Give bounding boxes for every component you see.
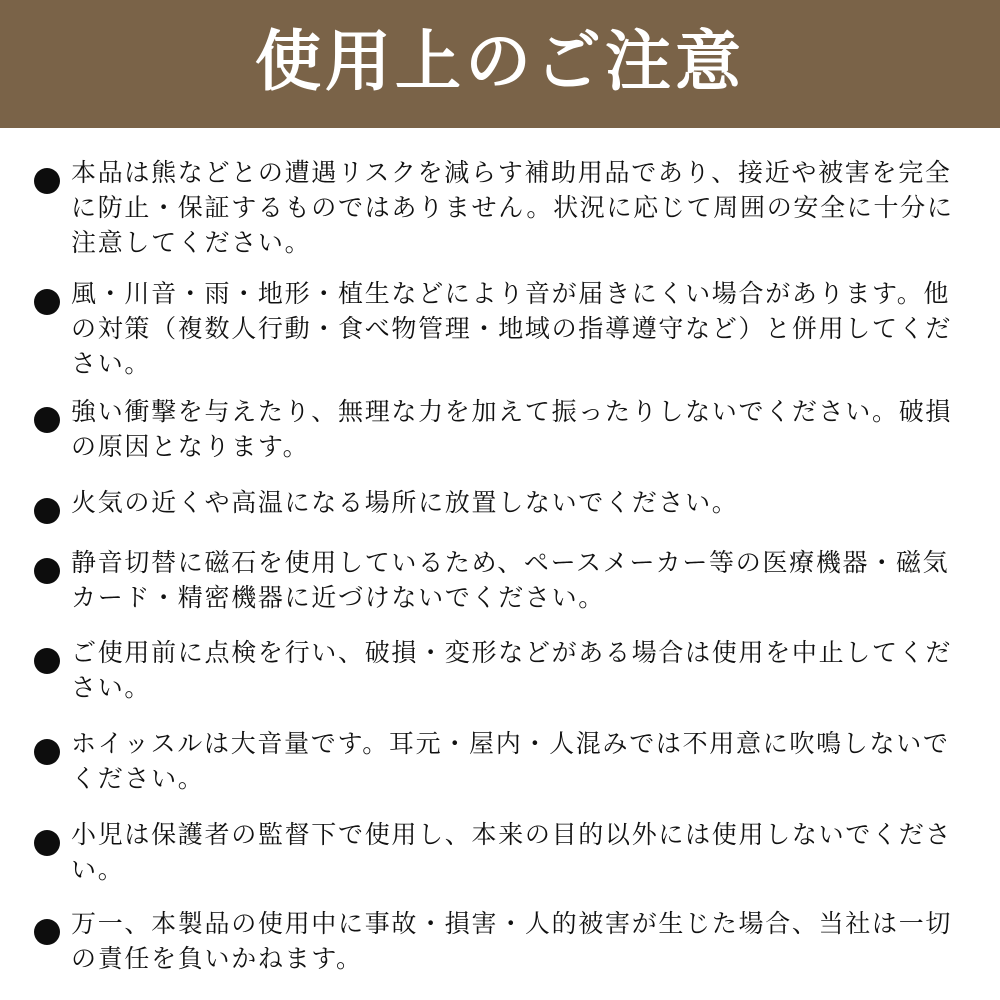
bullet-icon bbox=[34, 830, 60, 856]
notice-text: 風・川音・雨・地形・植生などにより音が届きにくい場合があります。他の対策（複数人行動・食べ物管理・地域の指導遵守など）と併用してください。 bbox=[71, 279, 953, 378]
bullet-icon bbox=[34, 498, 60, 524]
bullet-icon bbox=[34, 739, 60, 765]
notice-text: 火気の近くや高温になる場所に放置しないでください。 bbox=[71, 488, 739, 517]
notice-text: 強い衝撃を与えたり、無理な力を加えて振ったりしないでください。破損の原因となります。 bbox=[71, 397, 953, 461]
notice-text: 静音切替に磁石を使用しているため、ペースメーカー等の医療機器・磁気カード・精密機器に近づけないでください。 bbox=[71, 548, 950, 612]
bullet-icon bbox=[34, 558, 60, 584]
bullet-icon bbox=[34, 407, 60, 433]
bullet-icon bbox=[34, 919, 60, 945]
bullet-icon bbox=[34, 289, 60, 315]
page-title: 使用上のご注意 bbox=[255, 23, 745, 100]
notice-text: 万一、本製品の使用中に事故・損害・人的被害が生じた場合、当社は一切の責任を負いかねます。 bbox=[71, 909, 953, 973]
notice-text: 小児は保護者の監督下で使用し、本来の目的以外には使用しないでください。 bbox=[71, 820, 953, 884]
notice-text: ご使用前に点検を行い、破損・変形などがある場合は使用を中止してください。 bbox=[71, 638, 953, 702]
notice-text: ホイッスルは大音量です。耳元・屋内・人混みでは不用意に吹鳴しないでください。 bbox=[71, 729, 950, 793]
notice-text: 本品は熊などとの遭遇リスクを減らす補助用品であり、接近や被害を完全に防止・保証するものではありません。状況に応じて周囲の安全に十分に注意してください。 bbox=[71, 158, 954, 257]
bullet-icon bbox=[34, 168, 60, 194]
bullet-icon bbox=[34, 648, 60, 674]
